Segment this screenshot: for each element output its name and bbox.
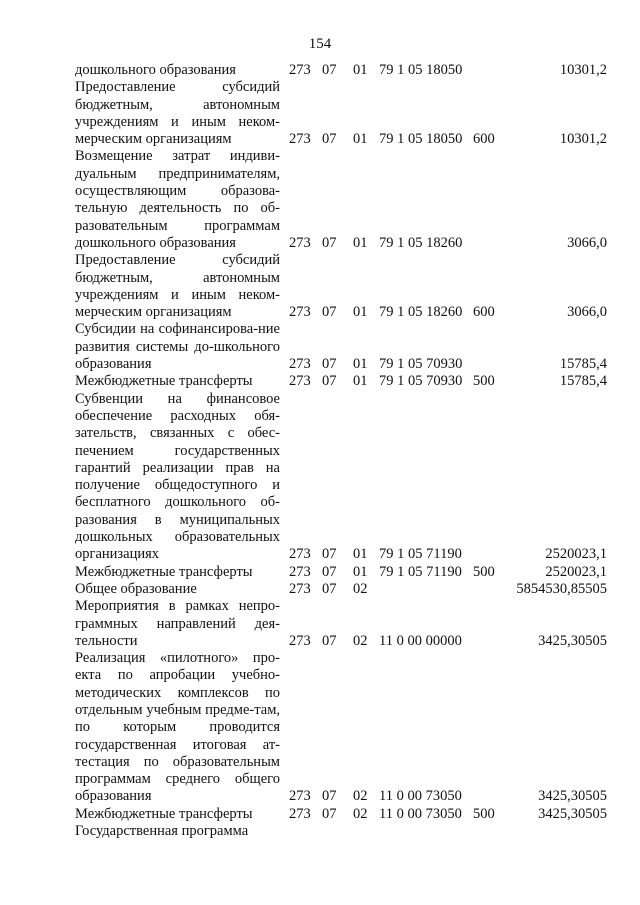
- row-description: Общее образование: [75, 580, 197, 597]
- subsection-code: 01: [353, 373, 368, 390]
- row-description: Межбюджетные трансферты: [75, 373, 253, 390]
- row-description: Предоставление субсидий бюджетным, автономным учреждениям и иным неком-мерческим организациям: [75, 252, 280, 321]
- row-description: Возмещение затрат индиви-дуальным предпринимателям, осуществляющим образова-тельную деятельность по об-разовательным программам дошкольного образования: [75, 148, 280, 251]
- amount: 3425,30505: [538, 632, 607, 649]
- target-article-code: 79 1 05 18050: [379, 131, 463, 148]
- table-row: [0, 79, 640, 148]
- dept-code: 273: [289, 805, 311, 822]
- row-codes: [0, 823, 640, 840]
- table-row: [0, 391, 640, 564]
- amount: 5854530,85505: [516, 580, 607, 597]
- row-codes: [0, 581, 640, 598]
- table-row: [0, 650, 640, 806]
- section-code: 07: [322, 356, 337, 373]
- section-code: 07: [322, 373, 337, 390]
- row-codes: [0, 788, 640, 805]
- subsection-code: 01: [353, 131, 368, 148]
- section-code: 07: [322, 131, 337, 148]
- subsection-code: 01: [353, 563, 368, 580]
- section-code: 07: [322, 632, 337, 649]
- section-code: 07: [322, 234, 337, 251]
- dept-code: 273: [289, 304, 311, 321]
- expense-type-code: 500: [473, 563, 495, 580]
- amount: 3425,30505: [538, 788, 607, 805]
- target-article-code: 11 0 00 00000: [379, 632, 462, 649]
- section-code: 07: [322, 304, 337, 321]
- amount: 10301,2: [559, 62, 607, 78]
- dept-code: 273: [289, 234, 311, 251]
- row-description: Межбюджетные трансферты: [75, 805, 253, 822]
- row-description: дошкольного образования: [75, 62, 236, 78]
- subsection-code: 01: [353, 62, 368, 78]
- subsection-code: 02: [353, 632, 368, 649]
- dept-code: 273: [289, 580, 311, 597]
- table-row: [0, 598, 640, 650]
- amount: 10301,2: [559, 131, 607, 148]
- row-description: Предоставление субсидий бюджетным, автономным учреждениям и иным неком-мерческим организациям: [75, 79, 280, 148]
- subsection-code: 01: [353, 234, 368, 251]
- row-codes: [0, 373, 640, 390]
- dept-code: 273: [289, 356, 311, 373]
- target-article-code: 11 0 00 73050: [379, 788, 462, 805]
- section-code: 07: [322, 563, 337, 580]
- target-article-code: 79 1 05 18050: [379, 62, 463, 78]
- target-article-code: 11 0 00 73050: [379, 805, 462, 822]
- row-codes: [0, 546, 640, 563]
- section-code: 07: [322, 546, 337, 563]
- dept-code: 273: [289, 788, 311, 805]
- row-description: Реализация «пилотного» про-екта по апробации учебно-методических комплексов по отдельным учебным предме-там, по которым проводится государственная итоговая ат-тестация по образовательным программам среднего общего образования: [75, 650, 280, 805]
- row-codes: [0, 235, 640, 252]
- expense-type-code: 500: [473, 373, 495, 390]
- dept-code: 273: [289, 563, 311, 580]
- table-row: [0, 564, 640, 581]
- dept-code: 273: [289, 131, 311, 148]
- dept-code: 273: [289, 62, 311, 78]
- target-article-code: 79 1 05 18260: [379, 304, 463, 321]
- row-description: Мероприятия в рамках непро-граммных направлений дея-тельности: [75, 598, 280, 649]
- expense-type-code: 600: [473, 131, 495, 148]
- table-row: [0, 581, 640, 598]
- subsection-code: 01: [353, 356, 368, 373]
- section-code: 07: [322, 788, 337, 805]
- amount: 2520023,1: [545, 563, 607, 580]
- table-row: [0, 252, 640, 321]
- target-article-code: 79 1 05 70930: [379, 373, 463, 390]
- dept-code: 273: [289, 632, 311, 649]
- target-article-code: 79 1 05 70930: [379, 356, 463, 373]
- page-number: 154: [308, 36, 332, 52]
- row-codes: [0, 62, 640, 79]
- amount: 3425,30505: [538, 805, 607, 822]
- amount: 3066,0: [567, 304, 607, 321]
- dept-code: 273: [289, 373, 311, 390]
- row-description: Субвенции на финансовое обеспечение расходных обя-зательств, связанных с обес-печением государственных гарантий реализации прав на получение общедоступного и бесплатного дошкольного об-разования в муниципальных дошкольных образовательных организациях: [75, 390, 280, 563]
- amount: 2520023,1: [545, 546, 607, 563]
- table-row: [0, 823, 640, 840]
- table-row: [0, 148, 640, 252]
- budget-table: [0, 62, 640, 840]
- amount: 15785,4: [559, 373, 607, 390]
- row-codes: [0, 131, 640, 148]
- row-codes: [0, 304, 640, 321]
- row-description: Субсидии на софинансирова-ние развития системы до-школьного образования: [75, 321, 280, 373]
- subsection-code: 02: [353, 788, 368, 805]
- row-codes: [0, 356, 640, 373]
- row-description: Государственная программа: [75, 823, 249, 840]
- target-article-code: 79 1 05 71190: [379, 546, 462, 563]
- subsection-code: 01: [353, 304, 368, 321]
- target-article-code: 79 1 05 71190: [379, 563, 462, 580]
- amount: 15785,4: [559, 356, 607, 373]
- subsection-code: 02: [353, 805, 368, 822]
- row-codes: [0, 633, 640, 650]
- row-description: Межбюджетные трансферты: [75, 563, 253, 580]
- table-row: [0, 806, 640, 823]
- subsection-code: 02: [353, 580, 368, 597]
- table-row: [0, 373, 640, 390]
- expense-type-code: 600: [473, 304, 495, 321]
- expense-type-code: 500: [473, 805, 495, 822]
- amount: 3066,0: [567, 234, 607, 251]
- table-row: [0, 321, 640, 373]
- section-code: 07: [322, 580, 337, 597]
- subsection-code: 01: [353, 546, 368, 563]
- row-codes: [0, 564, 640, 581]
- dept-code: 273: [289, 546, 311, 563]
- target-article-code: 79 1 05 18260: [379, 234, 463, 251]
- section-code: 07: [322, 805, 337, 822]
- table-row: [0, 62, 640, 79]
- section-code: 07: [322, 62, 337, 78]
- row-codes: [0, 806, 640, 823]
